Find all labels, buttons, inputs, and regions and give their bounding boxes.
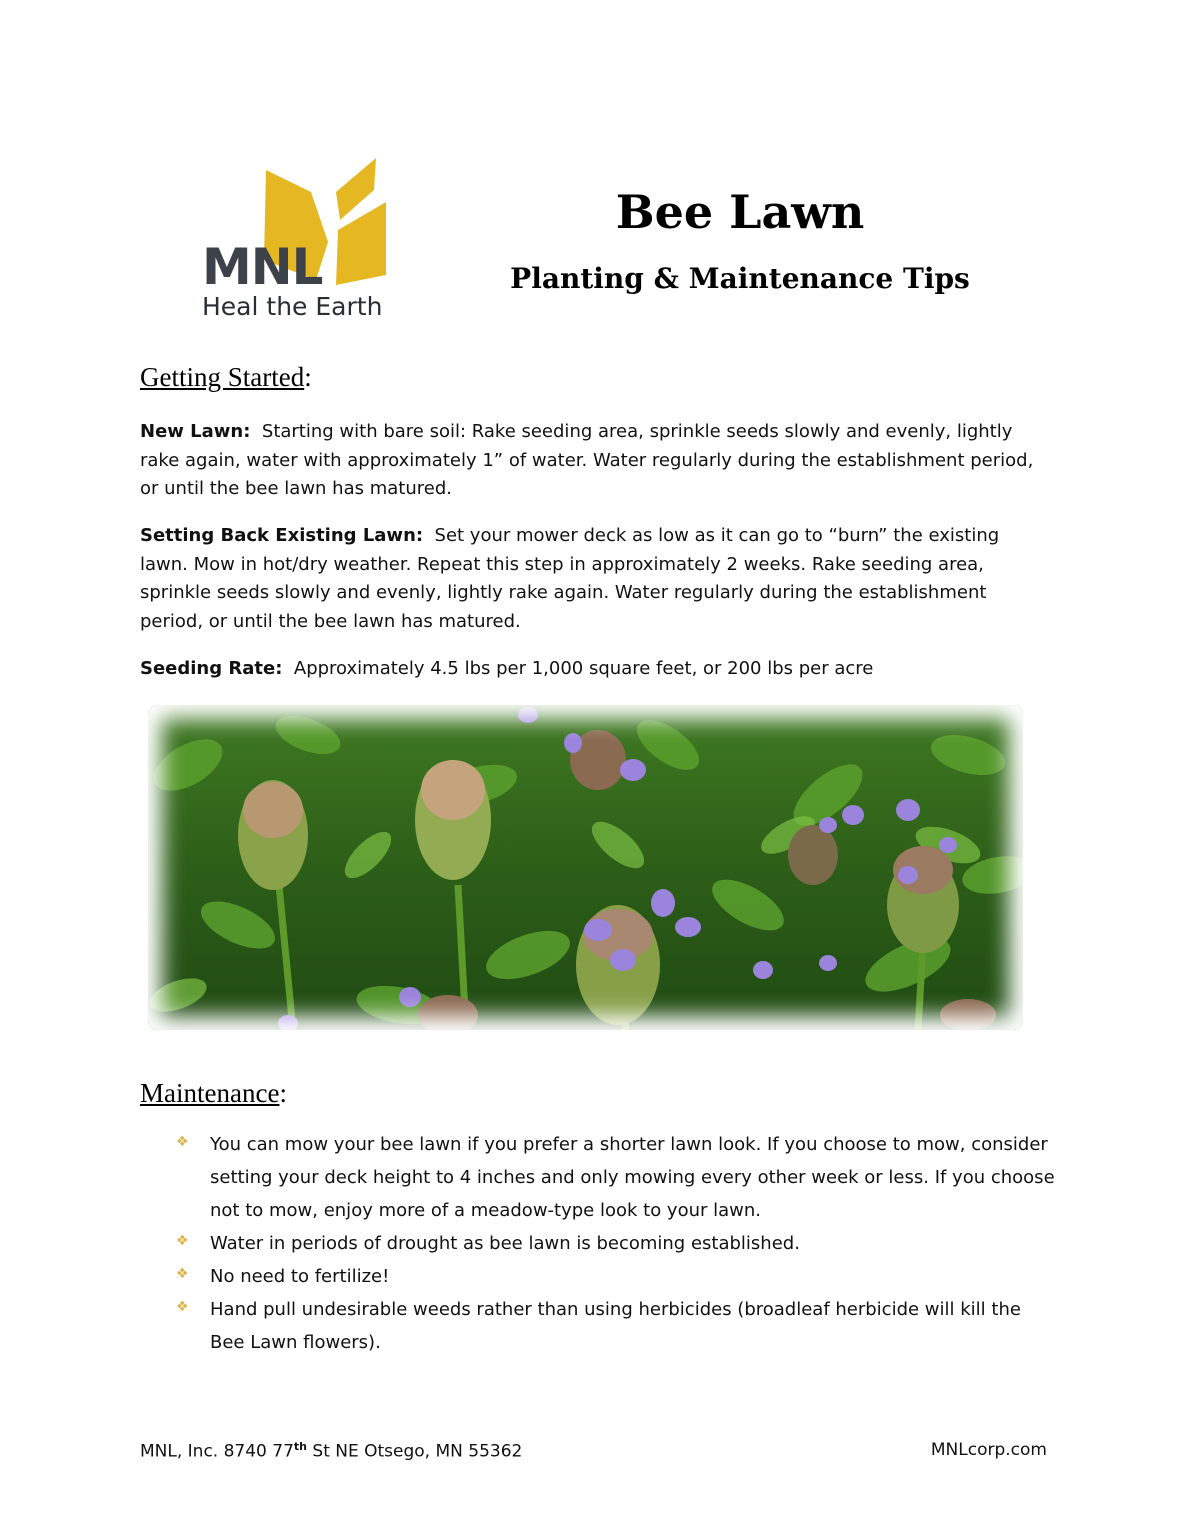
- diamond-bullet-icon: ❖: [176, 1299, 189, 1315]
- list-item: ❖ Hand pull undesirable weeds rather than using herbicides (broadleaf herbicide will kill the Bee Lawn flowers).: [176, 1299, 1021, 1353]
- mnl-logo: [196, 150, 396, 330]
- list-item: ❖ You can mow your bee lawn if you prefer a shorter lawn look. If you choose to mow, consider setting your deck height to 4 inches and only mowing every other week or less. If you choose not to mow, enjoy more of a meadow-type look to your lawn.: [176, 1134, 1055, 1221]
- new-lawn-label: New Lawn:: [140, 421, 251, 442]
- diamond-bullet-icon: ❖: [176, 1134, 189, 1150]
- footer-address: MNL, Inc. 8740 77th St NE Otsego, MN 55362: [140, 1440, 523, 1462]
- setting-back-paragraph: [140, 522, 1045, 636]
- seeding-rate-label: Seeding Rate:: [140, 658, 283, 679]
- seeding-rate-text: Approximately 4.5 lbs per 1,000 square feet, or 200 lbs per acre: [293, 658, 874, 679]
- list-item: ❖ No need to fertilize!: [176, 1266, 390, 1287]
- diamond-bullet-icon: ❖: [176, 1233, 189, 1249]
- page-subtitle: Planting & Maintenance Tips: [510, 262, 970, 295]
- page-title: Bee Lawn: [615, 185, 865, 239]
- setting-back-text: Set your mower deck as low as it can go to “burn” the existing lawn. Mow in hot/dry weather. Repeat this step in approximately 2 weeks. Rake seeding area, sprinkle seeds slowly and evenly, lightly rake again. Water regularly during the establishment period, or until the bee lawn has matured.: [140, 525, 1000, 632]
- seeding-rate-paragraph: [140, 655, 1045, 684]
- footer-website: MNLcorp.com: [930, 1440, 1047, 1460]
- maintenance-heading: [140, 1078, 287, 1109]
- diamond-bullet-icon: ❖: [176, 1266, 189, 1282]
- getting-started-heading: [140, 362, 312, 393]
- new-lawn-paragraph: [140, 418, 1045, 504]
- getting-started-heading-text: Getting Started: [140, 362, 305, 392]
- bee-lawn-flower-photo: [148, 705, 1023, 1030]
- setting-back-label: Setting Back Existing Lawn:: [140, 525, 424, 546]
- maintenance-list: [176, 1128, 1056, 1359]
- maintenance-heading-colon: :: [279, 1078, 287, 1108]
- list-item: ❖ Water in periods of drought as bee lawn is becoming established.: [176, 1233, 800, 1254]
- logo-wordmark: MNL: [202, 238, 323, 296]
- logo-tagline: Heal the Earth: [202, 292, 383, 321]
- new-lawn-text: Starting with bare soil: Rake seeding area, sprinkle seeds slowly and evenly, lightly rake again, water with approximately 1” of water. Water regularly during the establishment period, or until the bee lawn has matured.: [140, 421, 1034, 499]
- getting-started-heading-colon: :: [304, 362, 312, 392]
- maintenance-heading-text: Maintenance: [140, 1078, 280, 1108]
